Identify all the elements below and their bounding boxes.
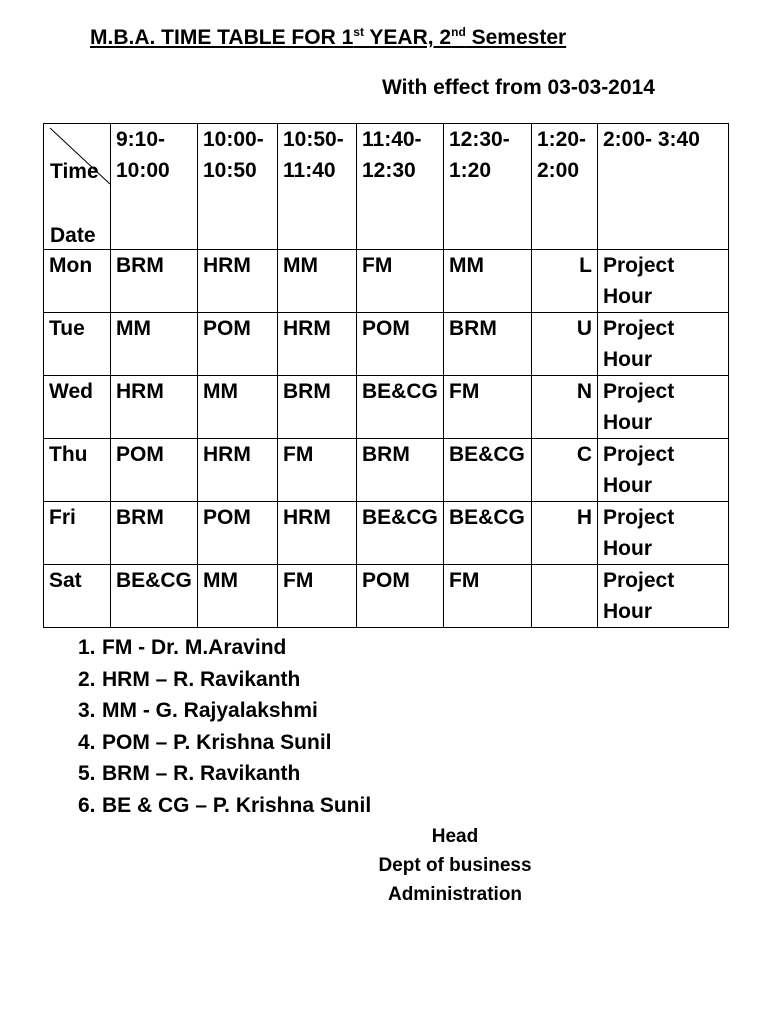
project-line: Hour: [603, 348, 652, 371]
table-row: [44, 565, 729, 628]
lunch-cell: N: [532, 376, 598, 439]
subject-cell: HRM: [278, 313, 357, 376]
effective-date: With effect from 03-03-2014: [382, 76, 655, 99]
legend-number: 4.: [78, 730, 96, 754]
slot-end: 12:30: [362, 159, 416, 182]
table-row: [44, 313, 729, 376]
timetable: [43, 123, 729, 628]
legend-number: 5.: [78, 762, 96, 786]
legend-item: [78, 790, 371, 822]
subject-cell: BE&CG: [111, 565, 198, 628]
subject-cell: MM: [278, 250, 357, 313]
legend-item: [78, 632, 371, 664]
lunch-cell: C: [532, 439, 598, 502]
slot-header: [444, 124, 532, 250]
project-line: Hour: [603, 600, 652, 623]
project-cell: [598, 376, 729, 439]
faculty-legend: [78, 632, 371, 822]
slot-end: 10:00: [116, 159, 170, 182]
project-cell: [598, 502, 729, 565]
subject-cell: FM: [278, 565, 357, 628]
slot-start: 10:50-: [283, 128, 344, 151]
project-line: Hour: [603, 537, 652, 560]
document-title: M.B.A. TIME TABLE FOR 1st YEAR, 2nd Semester: [90, 25, 567, 49]
day-cell: Fri: [44, 502, 111, 565]
table-row: [44, 250, 729, 313]
lunch-cell: L: [532, 250, 598, 313]
slot-header: [198, 124, 278, 250]
subject-cell: MM: [111, 313, 198, 376]
slot-header: [532, 124, 598, 250]
slot-start: 2:00- 3:40: [603, 128, 700, 151]
subject-cell: BRM: [444, 313, 532, 376]
slot-start: 9:10-: [116, 128, 166, 151]
signature-title: Head: [431, 826, 479, 847]
project-line: Project: [603, 443, 675, 466]
legend-text: POM – P. Krishna Sunil: [102, 730, 332, 754]
subject-cell: BE&CG: [444, 439, 532, 502]
subject-cell: POM: [111, 439, 198, 502]
slot-start: 12:30-: [449, 128, 510, 151]
legend-item: [78, 664, 371, 696]
subject-cell: HRM: [278, 502, 357, 565]
subject-cell: BRM: [278, 376, 357, 439]
day-cell: Tue: [44, 313, 111, 376]
slot-start: 11:40-: [362, 128, 422, 151]
subject-cell: BE&CG: [444, 502, 532, 565]
project-cell: [598, 250, 729, 313]
legend-number: 3.: [78, 699, 96, 723]
project-line: Project: [603, 254, 675, 277]
signature-admin: Administration: [387, 884, 523, 905]
table-row: [44, 439, 729, 502]
signature-dept: Dept of business: [378, 855, 532, 876]
legend-number: 6.: [78, 793, 96, 817]
legend-item: [78, 695, 371, 727]
slot-end: 11:40: [283, 159, 336, 182]
subject-cell: POM: [198, 502, 278, 565]
legend-text: HRM – R. Ravikanth: [102, 667, 301, 691]
subject-cell: FM: [444, 565, 532, 628]
legend-number: 2.: [78, 667, 96, 691]
subject-cell: BE&CG: [357, 376, 444, 439]
subject-cell: FM: [278, 439, 357, 502]
subject-cell: POM: [198, 313, 278, 376]
slot-header: [278, 124, 357, 250]
project-line: Project: [603, 380, 675, 403]
subject-cell: HRM: [111, 376, 198, 439]
corner-cell: [44, 124, 111, 250]
signature-block: [360, 822, 550, 909]
subject-cell: MM: [444, 250, 532, 313]
legend-number: 1.: [78, 636, 96, 659]
project-cell: [598, 313, 729, 376]
lunch-cell: H: [532, 502, 598, 565]
project-line: Project: [603, 506, 675, 529]
corner-time-label: Time: [50, 160, 99, 183]
subject-cell: POM: [357, 313, 444, 376]
slot-end: 10:50: [203, 159, 257, 182]
slot-header: [598, 124, 729, 250]
corner-date-label: Date: [50, 224, 96, 247]
lunch-cell: [532, 565, 598, 628]
project-line: Hour: [603, 411, 652, 434]
day-cell: Sat: [44, 565, 111, 628]
legend-item: [78, 758, 371, 790]
header-row: [44, 124, 729, 250]
project-line: Project: [603, 569, 675, 592]
day-cell: Thu: [44, 439, 111, 502]
slot-start: 10:00-: [203, 128, 264, 151]
subject-cell: POM: [357, 565, 444, 628]
project-cell: [598, 439, 729, 502]
subject-cell: MM: [198, 565, 278, 628]
subject-cell: HRM: [198, 439, 278, 502]
subject-cell: BRM: [357, 439, 444, 502]
slot-header: [111, 124, 198, 250]
legend-text: BRM – R. Ravikanth: [102, 762, 301, 786]
subject-cell: MM: [198, 376, 278, 439]
legend-text: BE & CG – P. Krishna Sunil: [102, 793, 372, 817]
slot-header: [357, 124, 444, 250]
subject-cell: BRM: [111, 502, 198, 565]
slot-end: 2:00: [537, 159, 580, 182]
day-cell: Mon: [44, 250, 111, 313]
legend-text: MM - G. Rajyalakshmi: [102, 699, 318, 723]
project-line: Hour: [603, 474, 652, 497]
lunch-cell: U: [532, 313, 598, 376]
subject-cell: HRM: [198, 250, 278, 313]
table-row: [44, 502, 729, 565]
table-row: [44, 376, 729, 439]
legend-item: [78, 727, 371, 759]
subject-cell: FM: [357, 250, 444, 313]
day-cell: Wed: [44, 376, 111, 439]
slot-start: 1:20-: [537, 128, 587, 151]
project-line: Project: [603, 317, 675, 340]
legend-text: FM - Dr. M.Aravind: [102, 636, 287, 659]
subject-cell: BRM: [111, 250, 198, 313]
subject-cell: FM: [444, 376, 532, 439]
slot-end: 1:20: [449, 159, 492, 182]
project-line: Hour: [603, 285, 652, 308]
subject-cell: BE&CG: [357, 502, 444, 565]
project-cell: [598, 565, 729, 628]
